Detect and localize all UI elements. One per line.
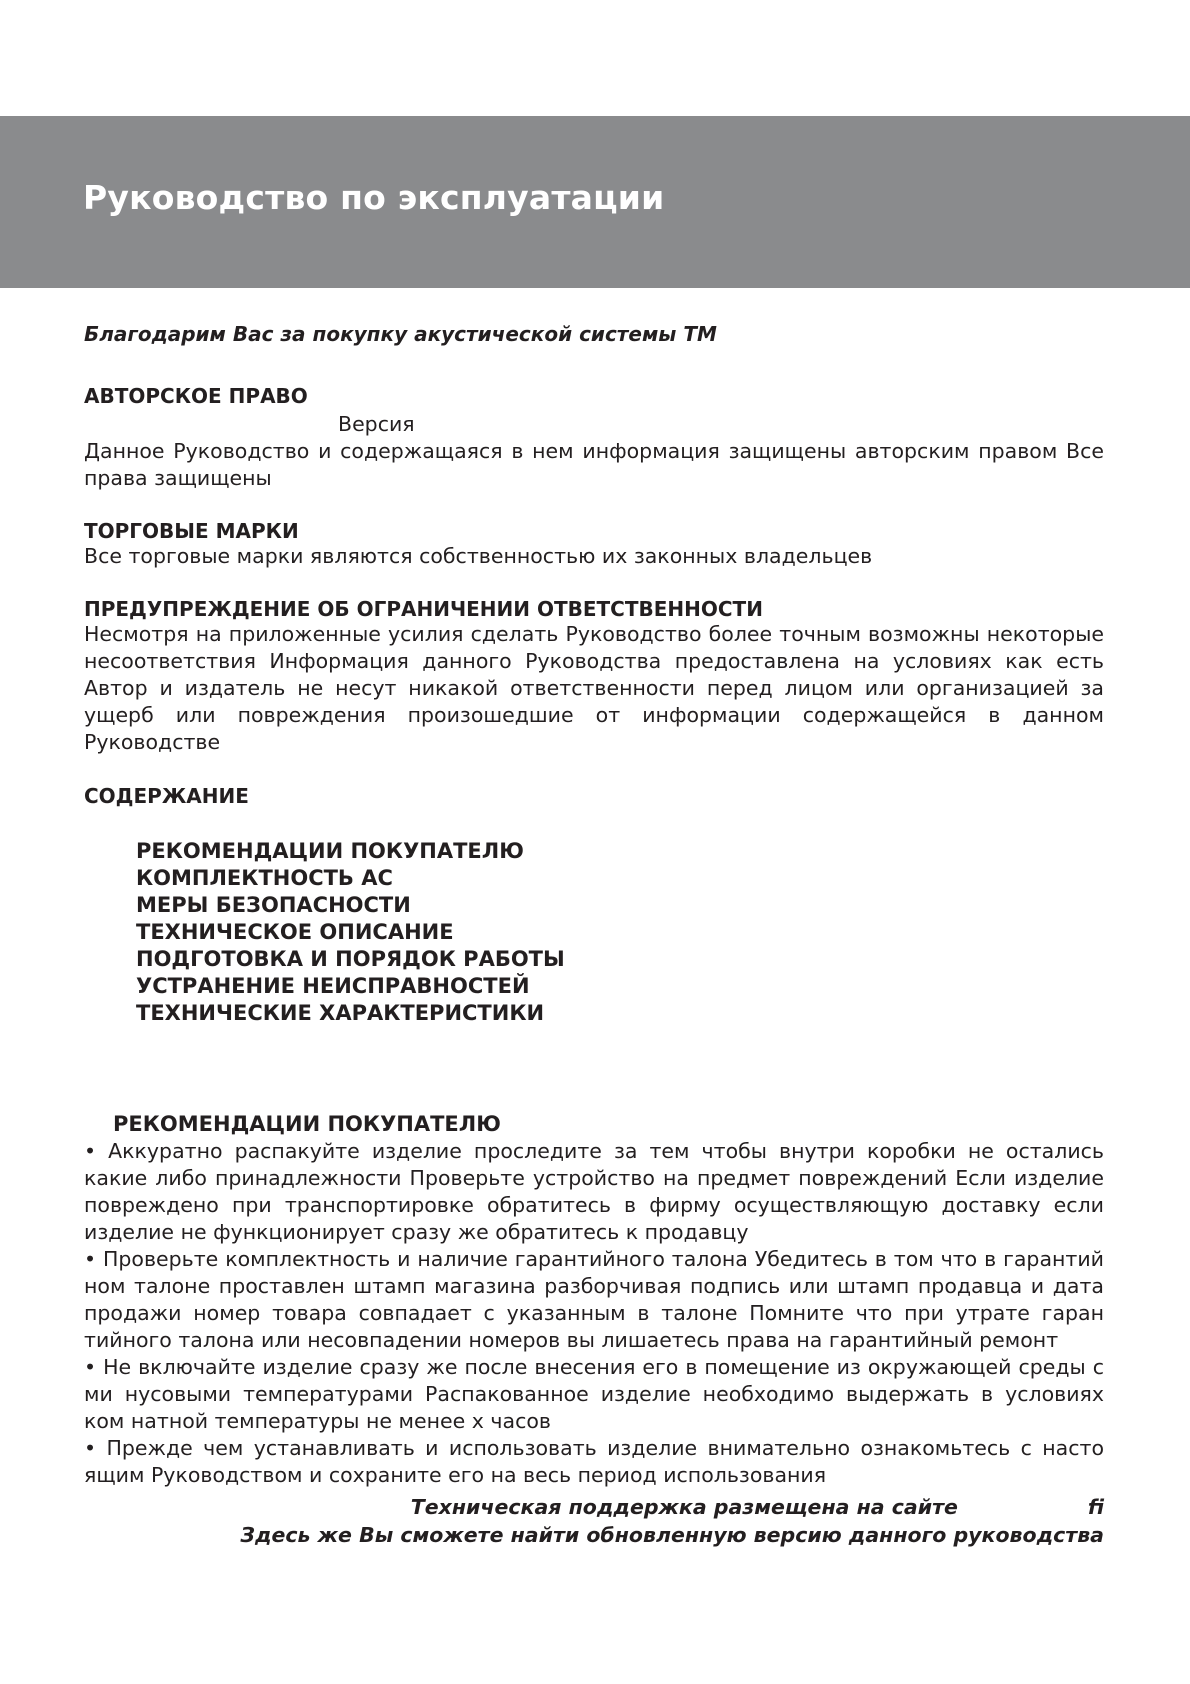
contents-item: КОМПЛЕКТНОСТЬ АС [136,866,393,890]
intro-text: Благодарим Вас за покупку акустической системы ТМ [84,322,717,346]
recommendation-bullet: • Аккуратно распакуйте изделие проследите за тем чтобы внутри коробки не остались какие либо принадлежности Проверьте устройство на предмет повреждений Если изделие повреждено при транспортировке обратитесь в фирму осуществляющую доставку если изделие не функционирует сразу же обратитесь к продавцу [84,1139,1104,1244]
header-banner [0,116,1190,288]
document-body [84,322,1104,1489]
contents-item: ТЕХНИЧЕСКОЕ ОПИСАНИЕ [136,920,454,944]
page-title: Руководство по эксплуатации [83,178,665,217]
trademarks-heading: ТОРГОВЫЕ МАРКИ [84,519,299,543]
disclaimer-text: Несмотря на приложенные усилия сделать Руководство более точным возможны некоторые несоответствия Информация данного Руководства предоставлена на условиях как есть Автор и издатель не несут никакой ответственности перед лицом или организацией за ущерб или повреждения произошедшие от информации содержащейся в данном Руководстве [84,622,1104,754]
disclaimer-heading: ПРЕДУПРЕЖДЕНИЕ ОБ ОГРАНИЧЕНИИ ОТВЕТСТВЕННОСТИ [84,597,763,621]
contents-item: УСТРАНЕНИЕ НЕИСПРАВНОСТЕЙ [136,974,530,998]
version-label: Версия [338,412,415,436]
contents-item: РЕКОМЕНДАЦИИ ПОКУПАТЕЛЮ [136,839,524,863]
recommendations-heading: РЕКОМЕНДАЦИИ ПОКУПАТЕЛЮ [113,1112,501,1136]
contents-heading: СОДЕРЖАНИЕ [84,784,249,808]
contents-item: МЕРЫ БЕЗОПАСНОСТИ [136,893,411,917]
copyright-text: Данное Руководство и содержащаяся в нем информация защищены авторским правом Все права защищены [84,439,1104,490]
support-note [204,1493,1104,1549]
recommendation-bullet: • Прежде чем устанавливать и использовать изделие внимательно ознакомьтесь с насто ящим Руководством и сохраните его на весь период использования [84,1436,1104,1487]
copyright-heading: АВТОРСКОЕ ПРАВО [84,384,308,408]
contents-item: ТЕХНИЧЕСКИЕ ХАРАКТЕРИСТИКИ [136,1001,545,1025]
trademarks-text: Все торговые марки являются собственностью их законных владельцев [84,544,873,568]
support-text: Техническая поддержка размещена на сайте [410,1495,958,1519]
contents-list [84,838,1104,1027]
recommendation-bullet: • Проверьте комплектность и наличие гарантийного талона Убедитесь в том что в гарантий ном талоне проставлен штамп магазина разборчивая подпись или штамп продавца и дата продажи номер товара совпадает с указанным в талоне Помните что при утрате гаран тийного талона или несовпадении номеров вы лишаетесь права на гарантийный ремонт [84,1247,1104,1352]
support-suffix: fi [1087,1495,1104,1519]
contents-item: ПОДГОТОВКА И ПОРЯДОК РАБОТЫ [136,947,565,971]
update-text: Здесь же Вы сможете найти обновленную версию данного руководства [240,1523,1104,1547]
recommendation-bullet: • Не включайте изделие сразу же после внесения его в помещение из окружающей среды с ми нусовыми температурами Распакованное изделие необходимо выдержать в условиях ком натной температуры не менее х часов [84,1355,1104,1433]
